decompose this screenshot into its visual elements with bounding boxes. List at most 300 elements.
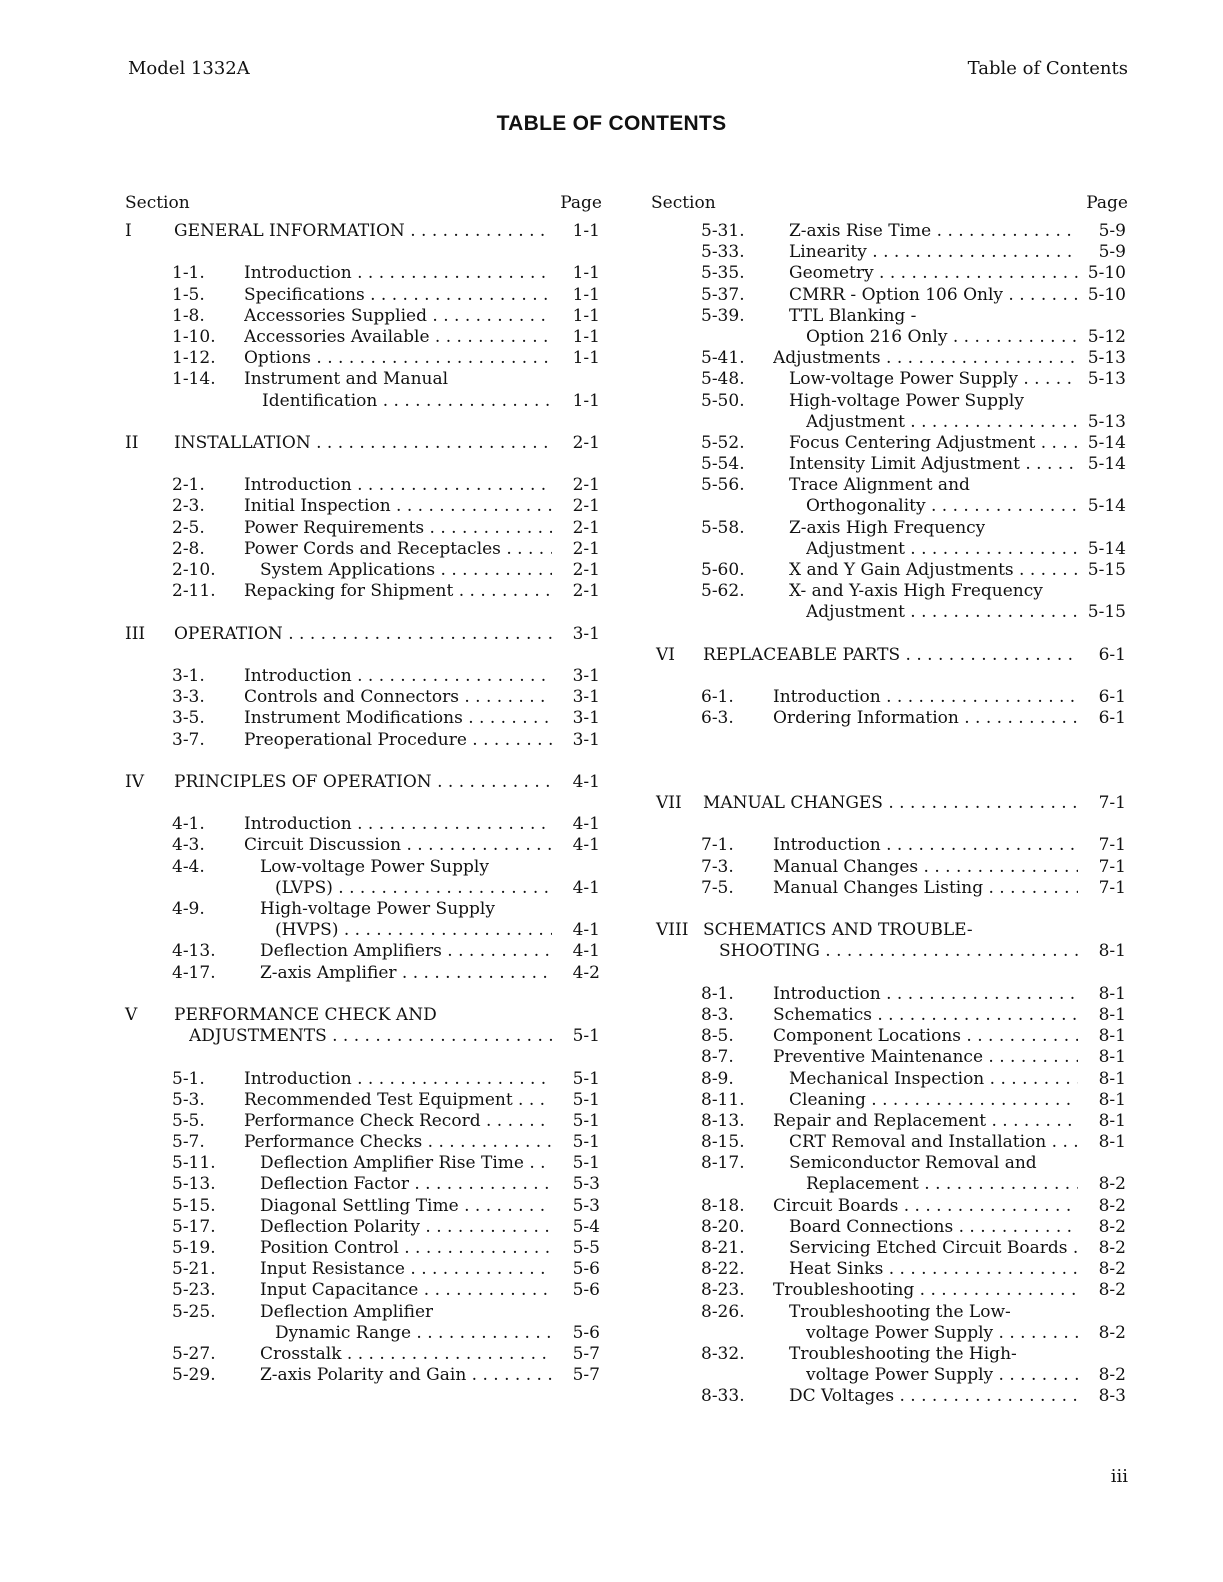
toc-entry-number: 8-21. xyxy=(701,1238,745,1258)
toc-entry-number: 1-5. xyxy=(172,284,205,305)
toc-entry-page: 1-1 xyxy=(572,305,600,326)
toc-entry-row xyxy=(651,391,1128,412)
toc-entry-title: Crosstalk . . . xyxy=(260,1344,552,1365)
toc-entry-number: 5-62. xyxy=(701,581,745,602)
toc-entry-title: Board Connections . . . xyxy=(789,1217,1078,1238)
toc-section-row xyxy=(125,624,602,645)
toc-entry-title: Introduction . . . xyxy=(244,814,552,835)
toc-entry-number: 5-58. xyxy=(701,517,745,538)
toc-entry-number: 4-17. xyxy=(172,962,216,983)
toc-entry-number: 8-5. xyxy=(701,1026,734,1047)
toc-entry-number: 1-1. xyxy=(172,263,205,284)
toc-entry-title: Servicing Etched Circuit Boards . . . xyxy=(789,1238,1078,1259)
toc-entry-page: 2-1 xyxy=(572,560,600,580)
toc-entry-number: 3-1. xyxy=(172,665,205,686)
toc-entry-page: 5-9 xyxy=(1098,221,1126,241)
toc-entry-page: 5-14 xyxy=(1087,538,1126,559)
toc-entry-number: 8-7. xyxy=(701,1047,734,1068)
toc-entry-page: 5-4 xyxy=(572,1216,600,1237)
toc-entry-number: 3-5. xyxy=(172,708,205,729)
toc-entry-page: 8-1 xyxy=(1098,1026,1126,1047)
toc-entry-number: IV xyxy=(125,771,144,792)
column-header xyxy=(651,193,1128,214)
toc-entry-row xyxy=(651,327,1128,348)
toc-entry-page: 8-1 xyxy=(1098,1004,1126,1025)
toc-entry-title: X- and Y-axis High Frequency xyxy=(789,581,1043,602)
toc-entry-title: Introduction . . . xyxy=(773,835,1078,856)
section-column-label: Section xyxy=(125,193,190,213)
toc-entry-title: Ordering Information . . . xyxy=(773,708,1078,729)
toc-entry-title: Diagonal Settling Time . . . xyxy=(260,1196,552,1217)
toc-spacer xyxy=(651,624,1128,645)
toc-entry-page: 8-1 xyxy=(1098,1110,1126,1131)
toc-entry-row xyxy=(651,1047,1128,1068)
toc-entry-row xyxy=(125,1302,602,1323)
toc-entry-number: 5-35. xyxy=(701,263,745,284)
toc-spacer xyxy=(125,602,602,623)
running-header-section: Table of Contents xyxy=(967,58,1128,79)
toc-entry-row xyxy=(651,878,1128,899)
toc-entry-row xyxy=(651,454,1128,475)
toc-entry-title: Circuit Boards . . . xyxy=(773,1196,1078,1217)
toc-entry-row xyxy=(651,221,1128,242)
toc-entry-number: 5-15. xyxy=(172,1195,216,1216)
toc-entry-page: 5-7 xyxy=(572,1343,600,1364)
toc-entry-page: 5-5 xyxy=(572,1238,600,1258)
toc-entry-page: 8-1 xyxy=(1098,1047,1126,1068)
toc-entry-row xyxy=(125,1344,602,1365)
toc-entry-page: 3-1 xyxy=(572,687,600,708)
toc-entry-title: Troubleshooting . . . xyxy=(773,1280,1078,1301)
toc-entry-row xyxy=(651,285,1128,306)
toc-entry-number: 2-5. xyxy=(172,517,205,538)
toc-entry-page: 5-12 xyxy=(1087,326,1126,347)
toc-entry-page: 4-1 xyxy=(572,920,600,941)
toc-entry-page: 5-6 xyxy=(572,1322,600,1343)
toc-entry-number: 5-56. xyxy=(701,475,745,496)
page-column-label: Page xyxy=(560,193,602,213)
toc-entry-number: 5-17. xyxy=(172,1216,216,1237)
toc-entry-row xyxy=(125,1196,602,1217)
toc-entry-page: 8-1 xyxy=(1098,1068,1126,1089)
toc-column-right xyxy=(651,193,1128,1408)
toc-entry-page: 1-1 xyxy=(572,326,600,347)
toc-spacer xyxy=(651,772,1128,793)
toc-entry-page: 6-1 xyxy=(1098,687,1126,708)
toc-entry-page: 5-3 xyxy=(572,1195,600,1216)
toc-entry-row xyxy=(651,1365,1128,1386)
toc-entry-title: Mechanical Inspection . . . xyxy=(789,1069,1078,1090)
toc-entry-row xyxy=(125,1323,602,1344)
toc-entry-row xyxy=(125,1238,602,1259)
toc-entry-row xyxy=(651,835,1128,856)
toc-entry-row xyxy=(651,1069,1128,1090)
toc-entry-row xyxy=(125,475,602,496)
toc-entry-page: 2-1 xyxy=(572,496,600,517)
toc-entry-number: II xyxy=(125,432,139,453)
page-column-label: Page xyxy=(1086,193,1128,213)
toc-spacer xyxy=(125,984,602,1005)
toc-entry-title: Circuit Discussion . . . xyxy=(244,835,552,856)
toc-entry-title: Introduction . . . xyxy=(773,984,1078,1005)
toc-entry-page: 8-2 xyxy=(1098,1174,1126,1195)
toc-entry-row xyxy=(651,1323,1128,1344)
toc-entry-page: 5-7 xyxy=(572,1365,600,1386)
toc-entry-row xyxy=(651,412,1128,433)
toc-entry-row xyxy=(125,496,602,517)
toc-entry-number: 3-3. xyxy=(172,687,205,708)
toc-entry-title: Adjustments . . . xyxy=(773,348,1078,369)
toc-entry-title: GENERAL INFORMATION . . . xyxy=(174,221,552,242)
toc-entry-page: 2-1 xyxy=(572,432,600,453)
toc-entry-title: Introduction . . . xyxy=(244,263,552,284)
toc-spacer xyxy=(651,730,1128,751)
toc-entry-number: 5-33. xyxy=(701,242,745,263)
toc-entry-number: 5-3. xyxy=(172,1089,205,1110)
toc-entry-title: X and Y Gain Adjustments . . . xyxy=(789,560,1078,581)
toc-entry-title: Component Locations . . . xyxy=(773,1026,1078,1047)
toc-entry-title: Repair and Replacement . . . xyxy=(773,1111,1078,1132)
toc-entry-page: 8-2 xyxy=(1098,1195,1126,1216)
toc-entries-left xyxy=(125,221,602,1386)
toc-entry-title: Power Cords and Receptacles . . . xyxy=(244,539,552,560)
toc-entry-number: 5-19. xyxy=(172,1238,216,1258)
toc-entry-title: CMRR - Option 106 Only . . . xyxy=(789,285,1078,306)
toc-entry-row xyxy=(651,1111,1128,1132)
toc-entry-row xyxy=(125,1026,602,1047)
toc-entry-page: 5-1 xyxy=(572,1153,600,1174)
toc-entry-row xyxy=(125,560,602,581)
toc-entry-page: 5-14 xyxy=(1087,496,1126,517)
toc-entry-number: 5-27. xyxy=(172,1343,216,1364)
toc-entry-row xyxy=(125,708,602,729)
toc-entry-row xyxy=(651,1386,1128,1407)
toc-entry-number: 7-1. xyxy=(701,835,734,856)
toc-entry-number: 5-13. xyxy=(172,1174,216,1195)
toc-entry-number: 5-21. xyxy=(172,1259,216,1280)
column-header xyxy=(125,193,602,214)
toc-entry-number: 1-14. xyxy=(172,369,216,390)
toc-entry-row xyxy=(125,348,602,369)
toc-entry-number: 6-1. xyxy=(701,687,734,708)
toc-entry-title: Adjustment . . . xyxy=(806,412,1078,433)
toc-entry-page: 6-1 xyxy=(1098,644,1126,665)
toc-entry-row xyxy=(651,1090,1128,1111)
toc-entry-row xyxy=(651,602,1128,623)
toc-entry-title: Preventive Maintenance . . . xyxy=(773,1047,1078,1068)
toc-entry-row xyxy=(651,560,1128,581)
toc-entry-title: Z-axis Polarity and Gain . . . xyxy=(260,1365,552,1386)
toc-entry-page: 5-1 xyxy=(572,1026,600,1047)
toc-spacer xyxy=(651,751,1128,772)
toc-entry-number: 4-4. xyxy=(172,856,205,877)
toc-entry-page: 8-1 xyxy=(1098,983,1126,1004)
toc-entry-row xyxy=(125,1259,602,1280)
toc-entry-page: 8-2 xyxy=(1098,1365,1126,1386)
toc-entry-page: 5-15 xyxy=(1087,560,1126,580)
toc-entry-number: 7-3. xyxy=(701,856,734,877)
toc-entry-page: 7-1 xyxy=(1098,856,1126,877)
toc-entry-title: Replacement . . . xyxy=(806,1174,1078,1195)
toc-entry-title: Input Resistance . . . xyxy=(260,1259,552,1280)
toc-entry-row xyxy=(125,1365,602,1386)
toc-entry-number: 1-12. xyxy=(172,348,216,369)
toc-entry-title: Adjustment . . . xyxy=(806,539,1078,560)
toc-entry-number: 2-8. xyxy=(172,538,205,559)
toc-entry-title: Preoperational Procedure . . . xyxy=(244,730,552,751)
toc-entry-number: 1-10. xyxy=(172,326,216,347)
toc-entry-title: Position Control . . . xyxy=(260,1238,552,1259)
toc-entry-row xyxy=(651,1217,1128,1238)
toc-entry-page: 8-2 xyxy=(1098,1216,1126,1237)
toc-spacer xyxy=(125,1047,602,1068)
toc-entry-title: Options . . . xyxy=(244,348,552,369)
toc-entry-row xyxy=(651,1344,1128,1365)
toc-entry-title: PERFORMANCE CHECK AND xyxy=(174,1004,437,1025)
toc-entry-row xyxy=(651,1196,1128,1217)
toc-entry-row xyxy=(651,433,1128,454)
toc-entry-title: Semiconductor Removal and xyxy=(789,1153,1037,1174)
toc-entry-title: ADJUSTMENTS . . . xyxy=(189,1026,552,1047)
toc-entry-title: Recommended Test Equipment . . . xyxy=(244,1090,552,1111)
toc-entry-number: 3-7. xyxy=(172,729,205,750)
toc-entry-title: Introduction . . . xyxy=(244,475,552,496)
toc-entry-number: 1-8. xyxy=(172,305,205,326)
toc-entry-page: 7-1 xyxy=(1098,877,1126,898)
toc-entry-number: 5-29. xyxy=(172,1365,216,1386)
toc-entry-title: DC Voltages . . . xyxy=(789,1386,1078,1407)
toc-entry-title: Introduction . . . xyxy=(773,687,1078,708)
toc-entry-page: 1-1 xyxy=(572,390,600,411)
toc-spacer xyxy=(125,242,602,263)
toc-entry-title: Linearity . . . xyxy=(789,242,1078,263)
toc-entry-number: 5-52. xyxy=(701,432,745,453)
toc-entry-title: High-voltage Power Supply xyxy=(789,390,1024,411)
toc-entry-number: V xyxy=(125,1004,138,1025)
toc-entry-row xyxy=(651,1280,1128,1301)
toc-entry-row xyxy=(651,539,1128,560)
toc-entry-number: 5-31. xyxy=(701,221,745,241)
toc-entry-page: 3-1 xyxy=(572,729,600,750)
toc-entry-page: 8-2 xyxy=(1098,1280,1126,1301)
toc-entry-row xyxy=(125,899,602,920)
toc-entry-number: 8-23. xyxy=(701,1280,745,1301)
toc-entry-row xyxy=(651,1026,1128,1047)
toc-entry-page: 4-2 xyxy=(572,962,600,983)
toc-entry-title: Heat Sinks . . . xyxy=(789,1259,1078,1280)
toc-entry-title: Low-voltage Power Supply xyxy=(260,856,489,877)
toc-entry-title: Instrument and Manual xyxy=(244,369,449,390)
toc-entry-number: 2-11. xyxy=(172,581,216,602)
toc-entries-right xyxy=(651,221,1128,1408)
toc-entry-title: MANUAL CHANGES . . . xyxy=(703,793,1078,814)
toc-entry-number: 5-37. xyxy=(701,284,745,305)
toc-entry-number: III xyxy=(125,623,146,644)
toc-entry-title: OPERATION . . . xyxy=(174,624,552,645)
toc-column-left xyxy=(125,193,602,1386)
toc-entry-row xyxy=(125,327,602,348)
toc-entry-number: 5-5. xyxy=(172,1110,205,1131)
toc-entry-page: 5-10 xyxy=(1087,284,1126,305)
toc-entry-title: Z-axis Rise Time . . . xyxy=(789,221,1078,242)
toc-entry-row xyxy=(651,242,1128,263)
toc-entry-number: 8-13. xyxy=(701,1110,745,1131)
toc-entry-page: 3-1 xyxy=(572,708,600,729)
toc-entry-title: INSTALLATION . . . xyxy=(174,433,552,454)
toc-section-row xyxy=(125,772,602,793)
toc-section-row xyxy=(125,1005,602,1026)
toc-entry-title: Introduction . . . xyxy=(244,666,552,687)
toc-entry-row xyxy=(651,857,1128,878)
toc-section-row xyxy=(651,645,1128,666)
page-number: iii xyxy=(1110,1466,1128,1487)
toc-entry-title: PRINCIPLES OF OPERATION . . . xyxy=(174,772,552,793)
toc-entry-title: Manual Changes . . . xyxy=(773,857,1078,878)
toc-entry-title: Deflection Amplifier Rise Time . . . xyxy=(260,1153,552,1174)
toc-entry-row xyxy=(125,941,602,962)
toc-entry-title: Identification . . . xyxy=(262,391,552,412)
toc-entry-page: 2-1 xyxy=(572,475,600,496)
toc-entry-row xyxy=(651,984,1128,1005)
toc-entry-title: Accessories Supplied . . . xyxy=(244,306,552,327)
toc-entry-page: 5-13 xyxy=(1087,348,1126,369)
toc-entry-title: Focus Centering Adjustment . . . xyxy=(789,433,1078,454)
toc-entry-row xyxy=(125,730,602,751)
toc-entry-page: 5-1 xyxy=(572,1068,600,1089)
toc-entry-title: Trace Alignment and xyxy=(789,475,970,496)
toc-entry-number: 8-9. xyxy=(701,1068,734,1089)
toc-entry-page: 5-1 xyxy=(572,1132,600,1153)
toc-entry-title: (LVPS) . . . xyxy=(275,878,552,899)
toc-entry-row xyxy=(651,306,1128,327)
toc-entry-title: (HVPS) . . . xyxy=(275,920,552,941)
toc-entry-page: 4-1 xyxy=(572,814,600,835)
toc-entry-row xyxy=(651,941,1128,962)
toc-entry-title: Dynamic Range . . . xyxy=(275,1323,552,1344)
toc-spacer xyxy=(125,793,602,814)
toc-entry-page: 1-1 xyxy=(572,284,600,305)
toc-entry-number: 5-23. xyxy=(172,1280,216,1301)
toc-entry-title: Orthogonality . . . xyxy=(806,496,1078,517)
toc-entry-title: Deflection Amplifiers . . . xyxy=(260,941,552,962)
toc-entry-title: Troubleshooting the Low- xyxy=(789,1301,1011,1322)
toc-spacer xyxy=(651,899,1128,920)
toc-entry-title: Accessories Available . . . xyxy=(244,327,552,348)
toc-entry-title: Adjustment . . . xyxy=(806,602,1078,623)
toc-entry-title: Introduction . . . xyxy=(244,1069,552,1090)
toc-entry-row xyxy=(651,581,1128,602)
toc-entry-row xyxy=(125,1217,602,1238)
toc-spacer xyxy=(125,454,602,475)
toc-entry-title: voltage Power Supply . . . xyxy=(806,1365,1078,1386)
toc-entry-title: Option 216 Only . . . xyxy=(806,327,1078,348)
toc-entry-number: 5-48. xyxy=(701,369,745,390)
toc-entry-row xyxy=(125,285,602,306)
toc-entry-number: 6-3. xyxy=(701,708,734,729)
toc-entry-title: Z-axis High Frequency xyxy=(789,517,986,538)
toc-entry-row xyxy=(125,1132,602,1153)
toc-entry-title: System Applications . . . xyxy=(260,560,552,581)
toc-entry-title: voltage Power Supply . . . xyxy=(806,1323,1078,1344)
toc-entry-page: 5-14 xyxy=(1087,432,1126,453)
toc-entry-title: Instrument Modifications . . . xyxy=(244,708,552,729)
toc-entry-number: 2-10. xyxy=(172,560,216,580)
toc-entry-row xyxy=(125,539,602,560)
toc-entry-row xyxy=(125,518,602,539)
toc-entry-number: 8-17. xyxy=(701,1153,745,1174)
toc-entry-row xyxy=(125,1280,602,1301)
toc-entry-row xyxy=(125,1069,602,1090)
toc-entry-page: 7-1 xyxy=(1098,793,1126,814)
toc-entry-row xyxy=(651,687,1128,708)
toc-entry-row xyxy=(651,708,1128,729)
toc-entry-title: Deflection Factor . . . xyxy=(260,1174,552,1195)
toc-entry-page: 5-1 xyxy=(572,1089,600,1110)
toc-entry-page: 5-15 xyxy=(1087,602,1126,623)
toc-entry-row xyxy=(125,857,602,878)
toc-entry-number: 4-9. xyxy=(172,899,205,919)
toc-entry-title: Input Capacitance . . . xyxy=(260,1280,552,1301)
toc-entry-page: 8-2 xyxy=(1098,1259,1126,1280)
toc-section-row xyxy=(651,920,1128,941)
toc-section-row xyxy=(125,433,602,454)
toc-entry-row xyxy=(651,475,1128,496)
toc-entry-number: 5-41. xyxy=(701,348,745,369)
toc-entry-row xyxy=(125,920,602,941)
toc-entry-title: Schematics . . . xyxy=(773,1005,1078,1026)
toc-entry-row xyxy=(125,1153,602,1174)
toc-entry-row xyxy=(651,518,1128,539)
toc-entry-row xyxy=(651,1153,1128,1174)
toc-entry-page: 6-1 xyxy=(1098,708,1126,729)
toc-entry-number: 8-26. xyxy=(701,1301,745,1322)
toc-entry-title: Repacking for Shipment . . . xyxy=(244,581,552,602)
toc-entry-title: TTL Blanking - xyxy=(789,305,917,326)
toc-entry-page: 1-1 xyxy=(572,348,600,369)
toc-entry-number: 8-18. xyxy=(701,1195,745,1216)
toc-entry-page: 8-1 xyxy=(1098,1089,1126,1110)
toc-entry-number: 8-33. xyxy=(701,1386,745,1407)
toc-entry-number: VIII xyxy=(656,920,689,941)
toc-entry-row xyxy=(125,391,602,412)
toc-entry-row xyxy=(651,1132,1128,1153)
toc-entry-page: 8-1 xyxy=(1098,1132,1126,1153)
toc-spacer xyxy=(651,814,1128,835)
toc-entry-page: 5-13 xyxy=(1087,369,1126,390)
toc-entry-number: 8-3. xyxy=(701,1004,734,1025)
toc-entry-row xyxy=(651,348,1128,369)
toc-spacer xyxy=(125,412,602,433)
toc-entry-title: Controls and Connectors . . . xyxy=(244,687,552,708)
toc-entry-title: Troubleshooting the High- xyxy=(789,1343,1017,1364)
toc-entry-row xyxy=(651,1302,1128,1323)
toc-entry-row xyxy=(125,878,602,899)
toc-entry-number: 7-5. xyxy=(701,877,734,898)
toc-entry-page: 4-1 xyxy=(572,835,600,856)
toc-entry-page: 5-13 xyxy=(1087,411,1126,432)
toc-entry-row xyxy=(125,963,602,984)
page-title: TABLE OF CONTENTS xyxy=(496,112,727,135)
toc-entry-row xyxy=(651,1174,1128,1195)
toc-entry-row xyxy=(651,369,1128,390)
toc-entry-page: 7-1 xyxy=(1098,835,1126,856)
toc-entry-number: 5-1. xyxy=(172,1068,205,1089)
toc-entry-number: 5-50. xyxy=(701,390,745,411)
toc-entry-number: 5-7. xyxy=(172,1132,205,1153)
toc-entry-row xyxy=(125,306,602,327)
toc-entry-row xyxy=(651,496,1128,517)
toc-entry-title: Initial Inspection . . . xyxy=(244,496,552,517)
